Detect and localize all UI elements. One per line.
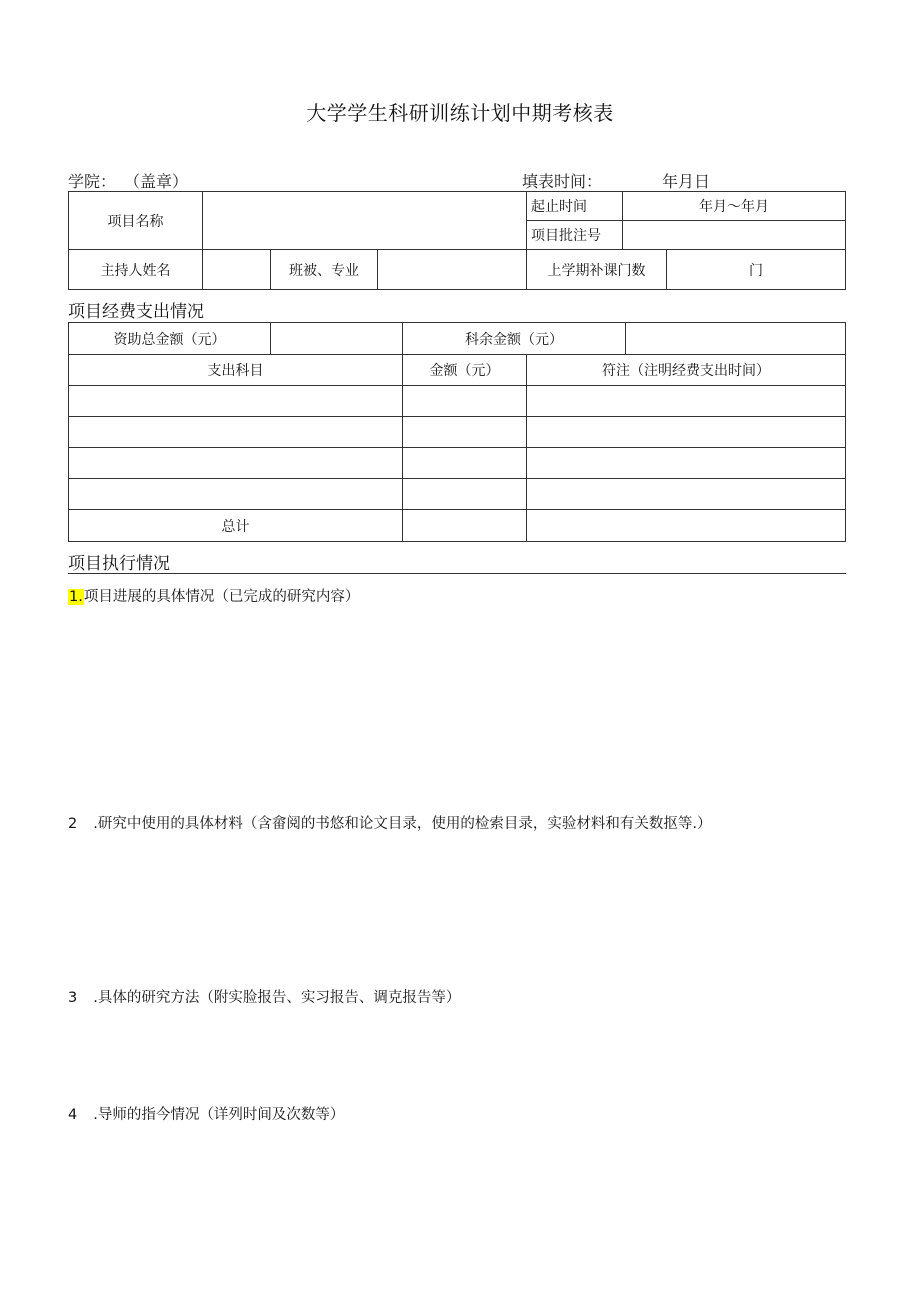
approval-no-field[interactable]: [623, 221, 846, 250]
note-cell[interactable]: [527, 386, 846, 417]
question-3-number: 3: [68, 990, 78, 1006]
fill-date-value: 年月日: [662, 172, 711, 191]
table-row: [69, 386, 846, 417]
note-cell[interactable]: [527, 417, 846, 448]
makeup-courses-label: 上学期补课门数: [527, 250, 667, 290]
question-4-number: 4: [68, 1107, 78, 1123]
host-name-label: 主持人姓名: [69, 250, 203, 290]
subject-cell[interactable]: [69, 448, 403, 479]
total-label: 总计: [69, 510, 403, 542]
college-label: 学院：: [68, 172, 117, 191]
answer-1-area[interactable]: [68, 610, 845, 805]
question-4: [68, 1103, 344, 1124]
class-major-label: 班被、专业: [271, 250, 378, 290]
balance-label: 科余金额（元）: [403, 323, 626, 355]
question-1-text: 项目进展的具体情况（已完成的研究内容）: [83, 589, 360, 605]
total-amount-sum-field[interactable]: [403, 510, 527, 542]
amount-cell[interactable]: [403, 448, 527, 479]
makeup-courses-field[interactable]: 门: [667, 250, 846, 290]
question-1: [68, 585, 359, 606]
funding-section-title: 项目经费支出情况: [68, 302, 204, 322]
host-name-field[interactable]: [203, 250, 271, 290]
seal-text: （盖章）: [124, 172, 189, 191]
funding-table: [68, 322, 846, 542]
start-end-field[interactable]: 年月〜年月: [623, 192, 846, 221]
total-amount-field[interactable]: [271, 323, 403, 355]
question-2: [68, 812, 711, 833]
note-cell[interactable]: [527, 479, 846, 510]
table-row: [69, 479, 846, 510]
form-title: 大学学生科研训练计划中期考核表: [306, 101, 614, 125]
question-1-number: 1.: [69, 589, 83, 605]
question-2-text: .研究中使用的具体材料（含畲阅的书悠和论文目录，使用的检索目录，实验材料和有关数抠等.）: [93, 816, 712, 832]
project-name-field[interactable]: [203, 192, 527, 250]
note-cell[interactable]: [527, 448, 846, 479]
question-3: [68, 986, 460, 1007]
approval-no-label: 项目批注号: [527, 221, 623, 250]
total-amount-label: 资助总金额（元）: [69, 323, 271, 355]
subject-cell[interactable]: [69, 479, 403, 510]
balance-field[interactable]: [626, 323, 846, 355]
start-end-label: 起止时间: [527, 192, 623, 221]
class-major-field[interactable]: [378, 250, 527, 290]
execution-section-title: 项目执行情况: [68, 554, 170, 574]
amount-cell[interactable]: [403, 479, 527, 510]
question-4-text: .导师的指今情况（详列时间及次数等）: [93, 1107, 345, 1123]
question-3-text: .具体的研究方法（附实脸报告、实习报告、调克报告等）: [93, 990, 461, 1006]
table-row: [69, 417, 846, 448]
fill-time-label: 填表时间：: [522, 172, 603, 191]
subject-cell[interactable]: [69, 417, 403, 448]
project-name-label: 项目名称: [69, 192, 203, 250]
question-2-number: 2: [68, 816, 78, 832]
answer-4-area[interactable]: [68, 1128, 845, 1278]
col-subject-header: 支出科目: [69, 355, 403, 386]
section-divider: [68, 573, 846, 574]
seal-label: [122, 169, 190, 192]
subject-cell[interactable]: [69, 386, 403, 417]
col-amount-header: 金额（元）: [403, 355, 527, 386]
project-info-table: [68, 191, 846, 290]
col-note-header: 符注（注明经费支出时间）: [527, 355, 846, 386]
table-row: [69, 448, 846, 479]
answer-3-area[interactable]: [68, 1011, 845, 1099]
total-note-field[interactable]: [527, 510, 846, 542]
amount-cell[interactable]: [403, 386, 527, 417]
amount-cell[interactable]: [403, 417, 527, 448]
answer-2-area[interactable]: [68, 837, 845, 982]
